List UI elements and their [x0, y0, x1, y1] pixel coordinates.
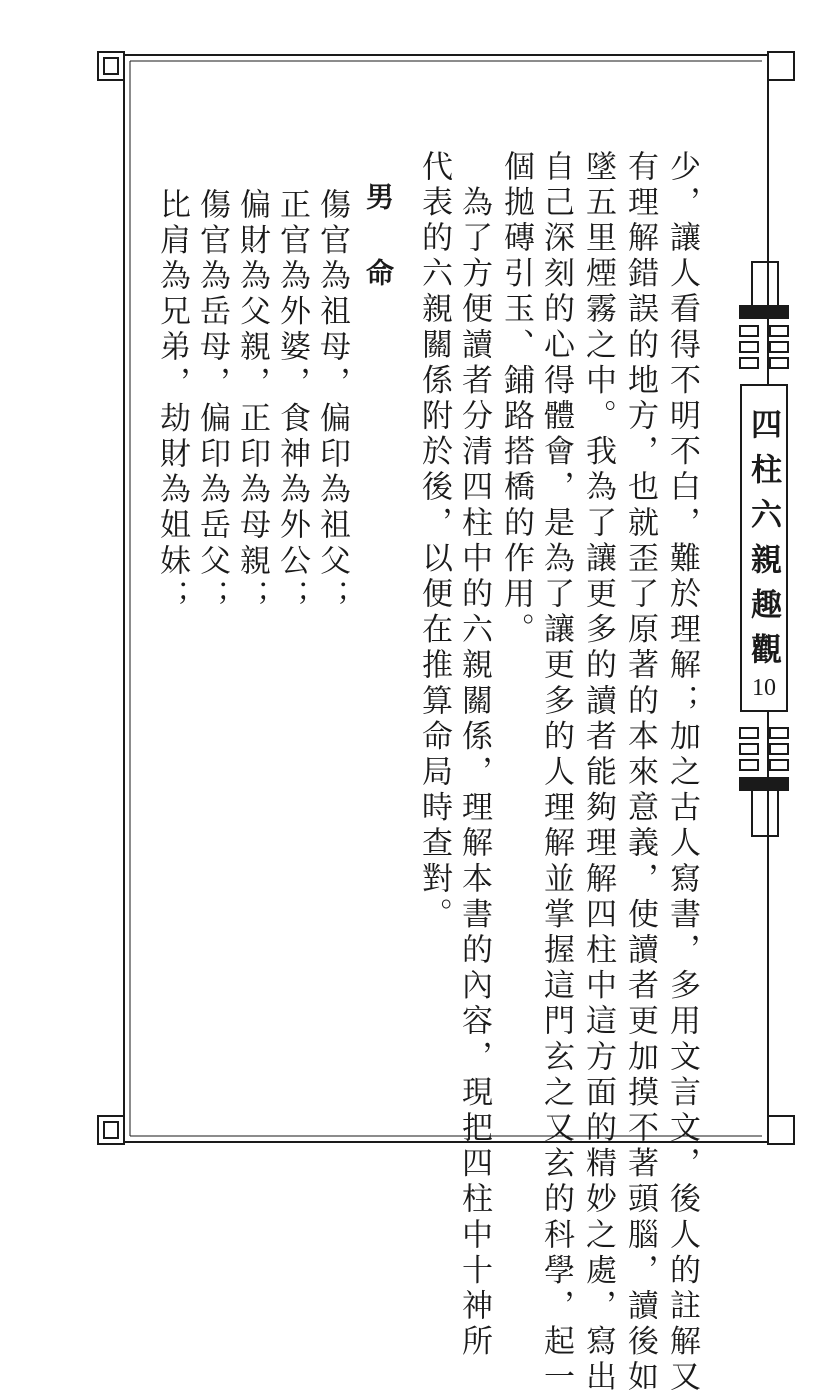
- section-heading: 男 命: [362, 182, 395, 296]
- list-item: 偏財為父親，正印為母親；: [234, 188, 270, 616]
- body-column-7: 代表的六親關係附於後，以便在推算命局時查對。: [416, 150, 452, 934]
- page-number: 10: [752, 675, 776, 701]
- list-item: 傷官為祖母，偏印為祖父；: [314, 188, 350, 616]
- list-item: 正官為外婆，食神為外公；: [274, 188, 310, 616]
- body-column-1: 少，讓人看得不明不白，難於理解；加之古人寫書，多用文言文，後人的註解又: [664, 150, 700, 1396]
- body-column-4: 自己深刻的心得體會，是為了讓更多的人理解並掌握這門玄之又玄的科學，起一: [538, 150, 574, 1396]
- body-column-5: 個拋磚引玉、鋪路搭橋的作用。: [498, 150, 534, 649]
- spine-title-box: [740, 384, 788, 712]
- body-column-2: 有理解錯誤的地方，也就歪了原著的本來意義，使讀者更加摸不著頭腦，讀後如: [622, 150, 658, 1396]
- list-item: 傷官為岳母，偏印為岳父；: [194, 188, 230, 616]
- body-column-6: 為了方便讀者分清四柱中的六親關係，理解本書的內容，現把四柱中十神所: [456, 150, 492, 1361]
- body-column-3: 墜五里煙霧之中。我為了讓更多的讀者能夠理解四柱中這方面的精妙之處，寫出: [580, 150, 616, 1396]
- book-title: 四柱六親趣觀: [745, 408, 781, 678]
- list-item: 比肩為兄弟，劫財為姐妹；: [154, 188, 190, 616]
